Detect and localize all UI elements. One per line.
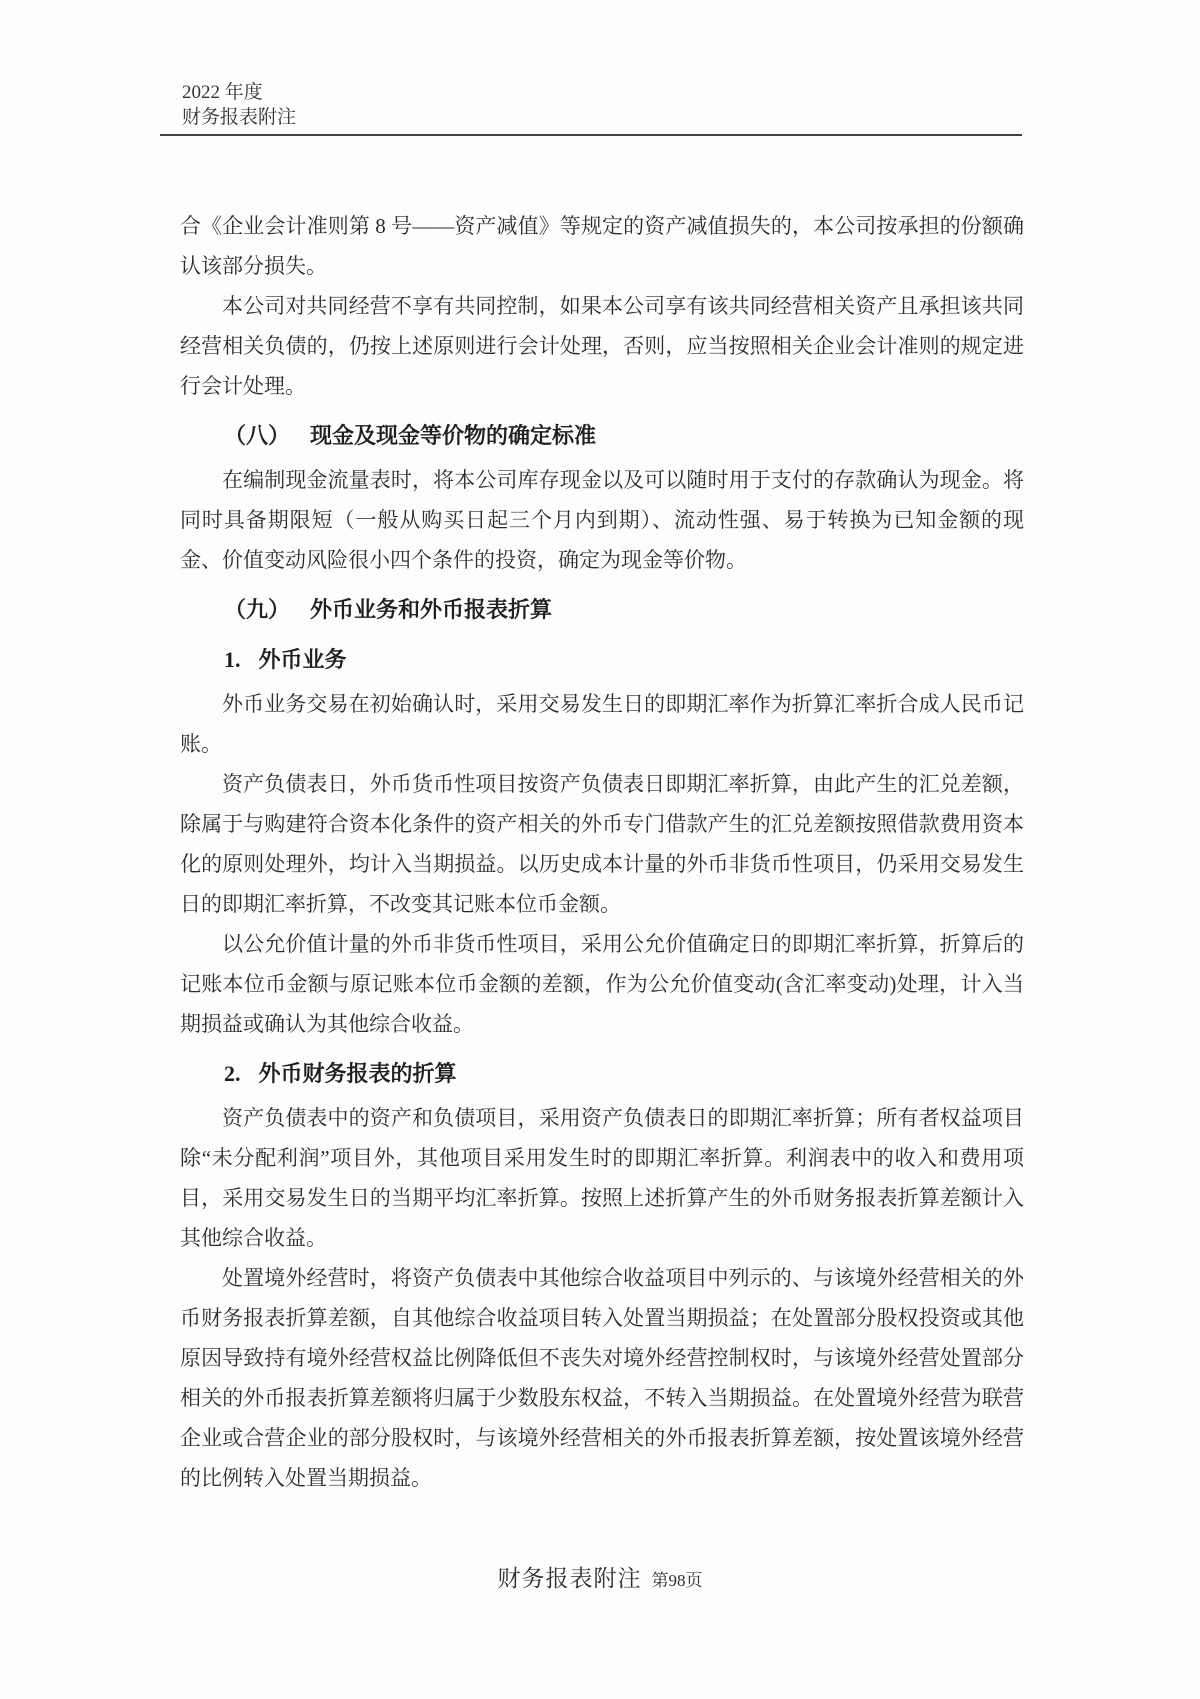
body-paragraph: 资产负债表日，外币货币性项目按资产负债表日即期汇率折算，由此产生的汇兑差额，除属于与购建符合资本化条件的资产相关的外币专门借款产生的汇兑差额按照借款费用资本化的原则处理外，均计入当期损益。以历史成本计量的外币非货币性项目，仍采用交易发生日的即期汇率折算，不改变其记账本位币金额。 (180, 772, 1024, 916)
body-paragraph: 本公司对共同经营不享有共同控制，如果本公司享有该共同经营相关资产且承担该共同经营相关负债的，仍按上述原则进行会计处理，否则，应当按照相关企业会计准则的规定进行会计处理。 (180, 294, 1024, 398)
subsection-number: 1. (224, 647, 241, 672)
page-footer (0, 1560, 1200, 1593)
section-title: 外币业务和外币报表折算 (310, 597, 553, 622)
subsection-heading-1 (180, 640, 1024, 680)
body-paragraph: 处置境外经营时，将资产负债表中其他综合收益项目中列示的、与该境外经营相关的外币财务报表折算差额，自其他综合收益项目转入处置当期损益；在处置部分股权投资或其他原因导致持有境外经营权益比例降低但不丧失对境外经营控制权时，与该境外经营处置部分相关的外币报表折算差额将归属于少数股东权益，不转入当期损益。在处置境外经营为联营企业或合营企业的部分股权时，与该境外经营相关的外币报表折算差额，按处置该境外经营的比例转入处置当期损益。 (180, 1266, 1024, 1490)
header-divider (160, 134, 1022, 136)
footer-page-number: 第98页 (651, 1571, 703, 1590)
document-body (180, 206, 1024, 1498)
header-year: 2022 年度 (182, 82, 263, 103)
body-paragraph: 外币业务交易在初始确认时，采用交易发生日的即期汇率作为折算汇率折合成人民币记账。 (180, 692, 1024, 756)
subsection-title: 外币财务报表的折算 (258, 1061, 457, 1086)
page-header (182, 80, 296, 130)
section-number: （九） (224, 597, 291, 622)
section-number: （八） (224, 423, 291, 448)
subsection-title: 外币业务 (258, 647, 347, 672)
footer-doc-title: 财务报表附注 (497, 1566, 642, 1591)
section-heading-9 (180, 590, 1024, 630)
body-paragraph: 以公允价值计量的外币非货币性项目，采用公允价值确定日的即期汇率折算，折算后的记账本位币金额与原记账本位币金额的差额，作为公允价值变动(含汇率变动)处理，计入当期损益或确认为其他综合收益。 (180, 932, 1024, 1036)
section-heading-8 (180, 416, 1024, 456)
body-paragraph: 在编制现金流量表时，将本公司库存现金以及可以随时用于支付的存款确认为现金。将同时具备期限短（一般从购买日起三个月内到期）、流动性强、易于转换为已知金额的现金、价值变动风险很小四个条件的投资，确定为现金等价物。 (180, 468, 1024, 572)
body-paragraph: 资产负债表中的资产和负债项目，采用资产负债表日的即期汇率折算；所有者权益项目除“未分配利润”项目外，其他项目采用发生时的即期汇率折算。利润表中的收入和费用项目，采用交易发生日的当期平均汇率折算。按照上述折算产生的外币财务报表折算差额计入其他综合收益。 (180, 1106, 1024, 1250)
subsection-heading-2 (180, 1054, 1024, 1094)
body-paragraph: 合《企业会计准则第 8 号——资产减值》等规定的资产减值损失的，本公司按承担的份额确认该部分损失。 (180, 214, 1024, 278)
header-doc-title: 财务报表附注 (182, 107, 297, 128)
section-title: 现金及现金等价物的确定标准 (310, 423, 597, 448)
subsection-number: 2. (224, 1061, 241, 1086)
